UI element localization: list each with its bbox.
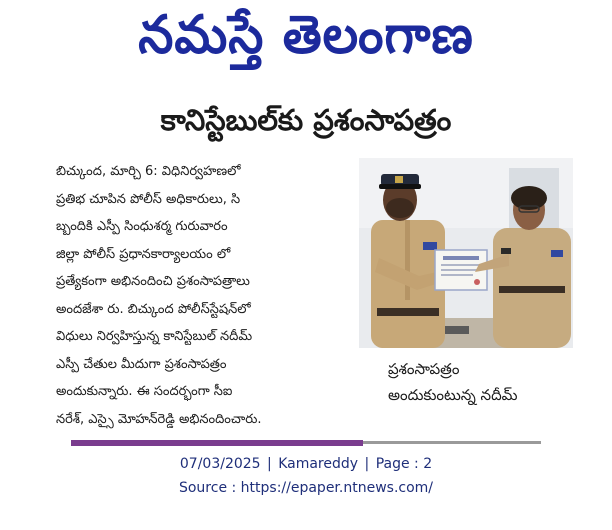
rule-grey-segment	[363, 441, 541, 444]
body-line: ఎస్పీ చేతుల మీదుగా ప్రశంసాపత్రం	[56, 356, 227, 372]
body-line: ప్రతిభ చూపిన పోలీస్ అధికారులు, సి	[56, 191, 241, 207]
body-line: బ్బందికి ఎస్పీ సింధుశర్మ గురువారం	[56, 219, 228, 234]
footer-separator: |	[364, 456, 370, 472]
footer-place: Kamareddy	[278, 456, 359, 472]
footer-edition-line	[0, 452, 612, 476]
article-photo	[359, 158, 573, 348]
footer-page: Page : 2	[375, 456, 433, 472]
footer-date: 07/03/2025	[179, 456, 261, 472]
body-line: జిల్లా పోలీస్ ప్రధానకార్యాలయం లో	[56, 246, 231, 262]
award-ceremony-photo	[359, 158, 573, 348]
body-line: విధులు నిర్వహిస్తున్న కానిస్టేబుల్ నదీమ్	[56, 329, 253, 344]
headline-text: కానిస్టేబుల్‌కు ప్రశంసాపత్రం	[160, 103, 452, 137]
rule-accent-segment	[71, 440, 363, 446]
body-line: అందజేశా రు. బిచ్కుంద పోలీస్‌స్టేషన్‌లో	[56, 301, 251, 317]
masthead-title: నమస్తే తెలంగాణ	[138, 3, 474, 65]
article-bottom-rule	[71, 440, 541, 446]
body-line: ప్రత్యేకంగా అభినందించి ప్రశంసాపత్రాలు	[56, 274, 250, 289]
caption-line: ప్రశంసాపత్రం	[388, 360, 460, 378]
newspaper-masthead	[0, 0, 612, 82]
source-footer	[0, 452, 612, 522]
footer-separator: |	[267, 456, 272, 472]
caption-line: అందుకుంటున్న నదీమ్	[388, 386, 518, 404]
footer-source: Source : https://epaper.ntnews.com/	[178, 480, 434, 496]
article-headline	[0, 96, 612, 152]
body-line: అందుకున్నారు. ఈ సందర్భంగా సీఐ	[56, 384, 233, 399]
photo-caption	[388, 356, 588, 416]
body-line: నరేశ్, ఎస్సై మోహన్‌రెడ్డి అభినందించారు.	[56, 411, 262, 427]
body-line: బిచ్కుంద, మార్చి 6: విధినిర్వహణలో	[56, 164, 241, 179]
article-body	[56, 158, 358, 436]
